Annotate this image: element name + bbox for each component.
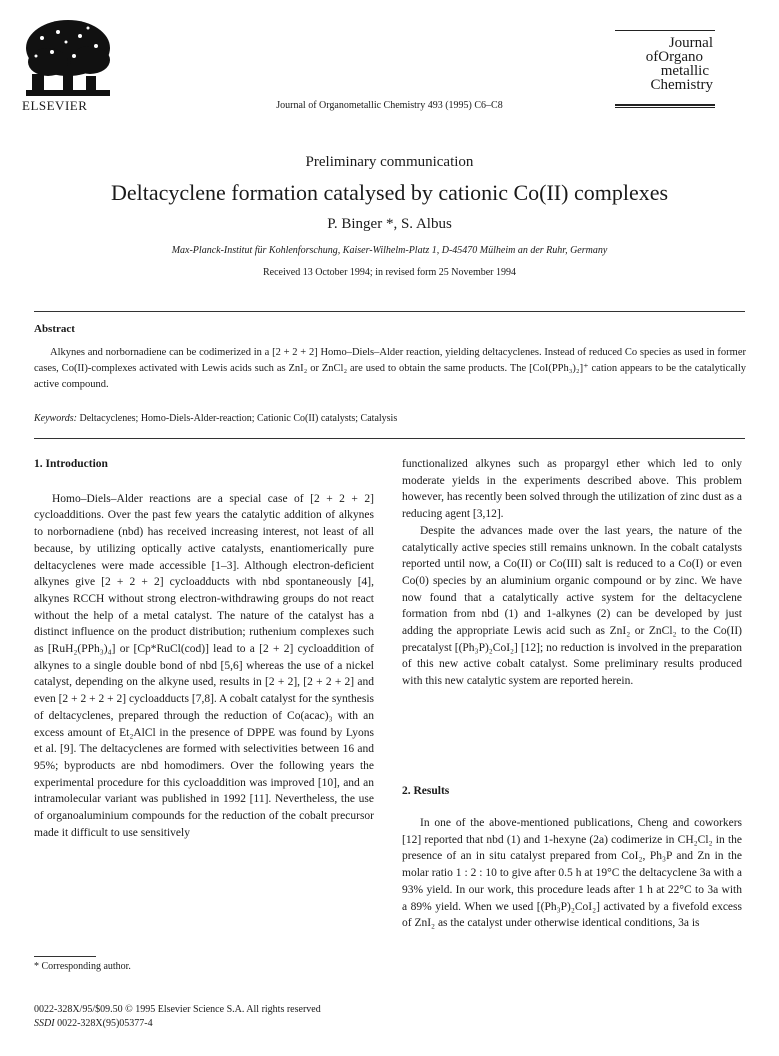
paragraph: Despite the advances made over the last years, the nature of the catalytically active species still remains unknown. In the cobalt catalysts reported until now, a Co(II) or Co(III) salt is reduced to a Co(I) or even Co(0) species by an aluminium organic compound or by zinc. We have now found that a catalytically active system for the deltacyclene formation from nbd (1) and 1-alkynes (2) can be developed by just adding the appropriate Lewis acid such as ZnI₂ or ZnCl₂ to the Co(II) precatalyst [(Ph₃P)₂CoI₂] [12]; no reduction is involved in the preparation of this new active cobalt catalyst. Some preliminary results produced with this new catalytic system are reported herein. xyxy=(402,524,742,688)
journal-logo-line: ofOrgano xyxy=(645,49,703,65)
paragraph: functionalized alkynes such as propargyl ether which led to only moderate yields in the experiments described above. This problem however, has recently been solved through the utilization of zinc dust as a reducing agent [3,12]. xyxy=(402,458,742,521)
footnote-rule xyxy=(34,956,96,957)
paragraph: In one of the above-mentioned publications, Cheng and coworkers [12] reported that nbd (1) and 1-hexyne (2a) codimerize in CH₂Cl₂ in the presence of an in situ catalyst prepared from CoI₂, Ph₃P and Zn in the molar ratio 1 : 2 : 10 to give after 0.5 h at 19°C the deltacyclene 3a with a 93% yield. In our work, this procedure leads after 1 h at 22°C to 3a with a 89% yield. When we used [(Ph₃P)₂CoI₂] activated by a fivefold excess of ZnI₂ as the catalyst under otherwise identical conditions, 3a is xyxy=(402,817,742,930)
abstract-text: Alkynes and norbornadiene can be codimerized in a [2 + 2 + 2] Homo–Diels–Alder reaction, yielding deltacyclenes. Instead of reduced Co species as used in former cases, Co(II)-complexes activated with Lewis acids such as ZnI₂ or ZnCl₂ are used to obtain the same products. The [CoI(PPh₃)₂]⁺ cation appears to be the catalytically active compound. xyxy=(34,347,746,390)
author-affiliation: Max-Planck-Institut für Kohlenforschung, Kaiser-Wilhelm-Platz 1, D-45470 Mülheim an der Ruhr, Germany xyxy=(171,245,608,256)
keywords xyxy=(34,413,397,424)
article-type: Preliminary communication xyxy=(305,154,474,170)
copyright-block xyxy=(34,1003,321,1031)
section-heading: 1. Introduction xyxy=(34,458,108,470)
abstract-heading: Abstract xyxy=(34,323,75,335)
footnote: * Corresponding author. xyxy=(34,961,131,972)
journal-logo-line: Journal xyxy=(668,35,713,51)
journal-logo-line: metallic xyxy=(660,63,709,79)
ssdi-label: SSDI xyxy=(34,1018,55,1029)
journal-citation: Journal of Organometallic Chemistry 493 (1995) C6–C8 xyxy=(276,100,503,111)
ssdi-value: 0022-328X(95)05377-4 xyxy=(57,1018,153,1029)
right-column xyxy=(402,456,742,690)
ssdi-line xyxy=(34,1017,321,1031)
journal-logo-line: Chemistry xyxy=(650,77,713,93)
publisher-name: ELSEVIER xyxy=(22,98,88,113)
divider xyxy=(34,311,745,312)
journal-logo xyxy=(615,30,715,110)
divider xyxy=(34,438,745,439)
article-authors: P. Binger *, S. Albus xyxy=(327,216,452,232)
received-dates: Received 13 October 1994; in revised form 25 November 1994 xyxy=(263,267,516,278)
keywords-label: Keywords: xyxy=(34,413,77,424)
section-heading: 2. Results xyxy=(402,785,450,797)
article-title: Deltacyclene formation catalysed by cationic Co(II) complexes xyxy=(110,180,669,205)
paragraph: Homo–Diels–Alder reactions are a special case of [2 + 2 + 2] cycloadditions. Over the past few years the catalytic addition of alkynes to norbornadiene (nbd) has received increasing interest, not least of all because, by utilizing optically active catalysts, enantiomerically pure deltacyclenes were made accessible [1–3]. Although electron-deficient alkynes give [2 + 2 + 2] cycloadducts with nbd spontaneously [4], alkynes RCCH without strong electron-withdrawing groups do not react without the help of a metal catalyst. The nature of the catalyst has a distinct influence on the product distribution; ruthenium complexes such as [RuH₂(PPh₃)₄] or [Cp*RuCl(cod)] lead to a [2 + 2] cycloaddition of alkynes to a single double bond of nbd [5,6] whereas the use of a nickel catalyst, depending on the alkyne used, results in [2 + 2], [2 + 2 + 2] and even [2 + 2 + 2 + 2] cycloadducts [7,8]. A cobalt catalyst for the synthesis of deltacyclenes, prepared through the reduction of Co(acac)₃ with an excess amount of Et₂AlCl in the presence of DPPE was found by Lyons et al. [9]. The deltacyclenes are formed with selectivities between 16 and 95%; byproducts are nbd homodimers. Over the following years the experimental procedure for this cycloaddition was improved [10], and an intramolecular variant was published in 1992 [11]. Nevertheless, the use of organoaluminium compounds for the reduction of the cobalt precursor made it difficult to use sensitively xyxy=(34,492,374,839)
copyright-line: 0022-328X/95/$09.50 © 1995 Elsevier Science S.A. All rights reserved xyxy=(34,1004,321,1015)
keywords-list: Deltacyclenes; Homo-Diels-Alder-reaction; Cationic Co(II) catalysts; Catalysis xyxy=(79,413,398,424)
left-column xyxy=(34,456,374,841)
